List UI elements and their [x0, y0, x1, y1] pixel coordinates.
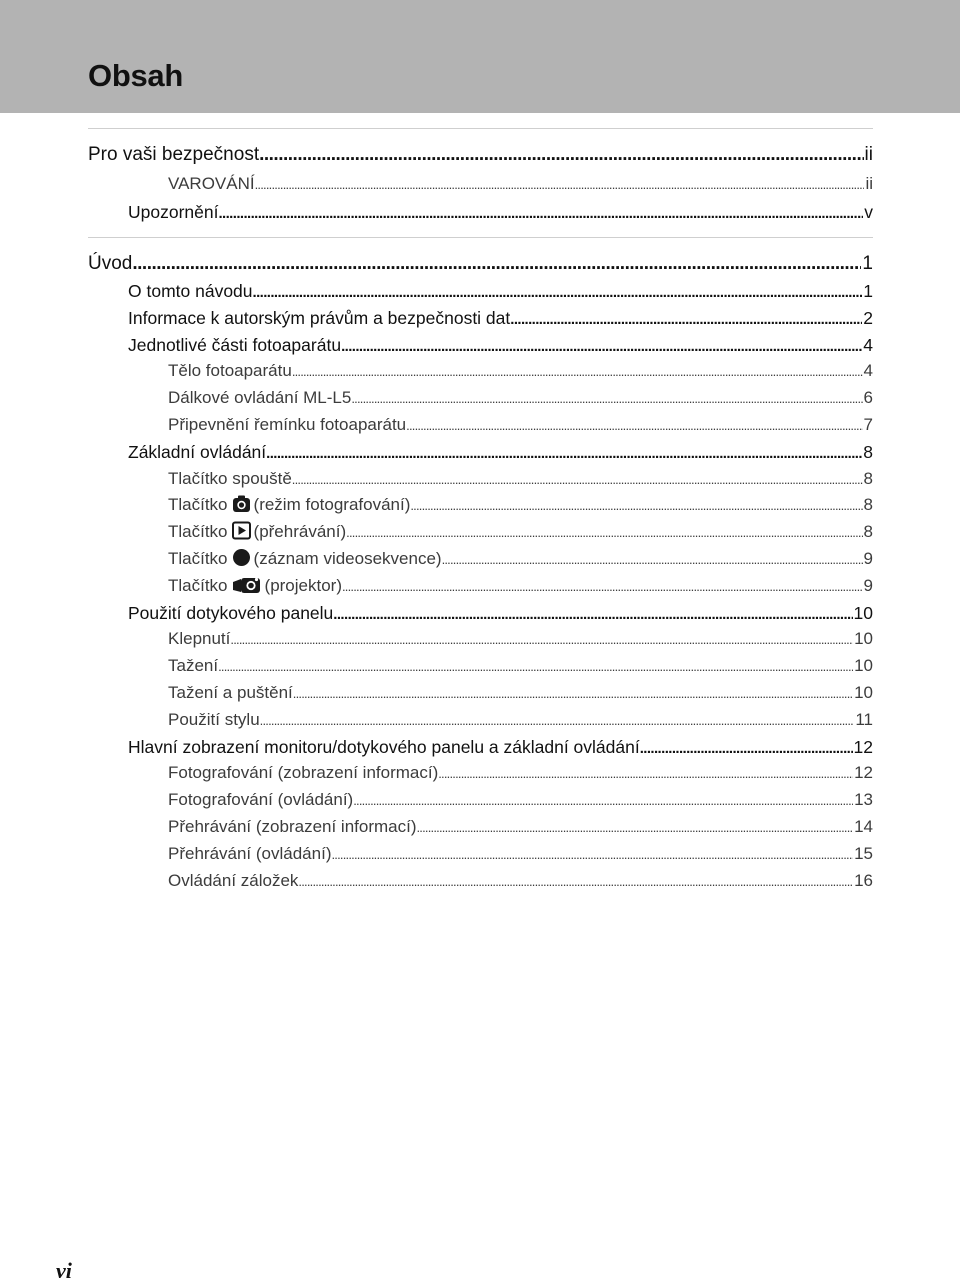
dot-leader — [253, 280, 863, 307]
toc-page-number: ii — [865, 173, 873, 193]
toc-entry-label: Přehrávání (zobrazení informací) — [168, 816, 417, 836]
toc-page-number: 8 — [863, 441, 873, 462]
toc-entry[interactable] — [88, 841, 873, 868]
toc-entry-label: Klepnutí — [168, 629, 231, 649]
toc-page-number: 4 — [863, 334, 873, 355]
toc-entry-label: Jednotlivé části fotoaparátu — [128, 334, 342, 355]
toc-entry-label: Ovládání záložek — [168, 870, 299, 890]
toc-entry[interactable] — [88, 278, 873, 305]
dot-leader — [230, 627, 853, 654]
toc-page-number: 10 — [853, 602, 873, 623]
page-title: Obsah — [88, 58, 183, 93]
dot-leader — [293, 681, 853, 708]
toc-entry-label — [168, 519, 346, 549]
toc-entry-label: Tělo fotoaparátu — [168, 361, 292, 381]
toc-entry[interactable] — [88, 519, 873, 546]
toc-entry-label: Upozornění — [128, 202, 219, 222]
toc-entry[interactable] — [88, 466, 873, 493]
toc-entry[interactable] — [88, 140, 873, 170]
toc-entry-label: Pro vaši bezpečnost — [88, 144, 260, 165]
dot-leader — [331, 842, 853, 869]
toc-entry[interactable] — [88, 600, 873, 627]
toc-entry[interactable] — [88, 385, 873, 412]
toc-label-prefix: Tlačítko — [168, 548, 228, 568]
dot-leader — [218, 200, 863, 229]
dot-leader — [298, 869, 853, 896]
dot-leader — [410, 493, 862, 520]
table-of-contents — [88, 128, 873, 894]
toc-label-prefix: Tlačítko — [168, 575, 228, 595]
toc-page-number: 1 — [863, 281, 873, 301]
dot-leader — [260, 708, 855, 735]
toc-entry[interactable] — [88, 332, 873, 359]
toc-page-number: 8 — [863, 522, 873, 542]
toc-page-number: 16 — [854, 870, 873, 890]
toc-entry[interactable] — [88, 170, 873, 199]
toc-page-number: 12 — [854, 763, 873, 783]
toc-entry-label — [168, 573, 342, 603]
dot-leader — [266, 441, 862, 468]
toc-page-number: 13 — [854, 790, 873, 810]
toc-entry[interactable] — [88, 707, 873, 734]
playback-icon — [232, 521, 251, 549]
toc-label-suffix: (přehrávání) — [253, 522, 347, 542]
toc-entry-label: Základní ovládání — [128, 441, 267, 462]
dot-leader — [259, 140, 863, 170]
toc-page-number: 14 — [854, 816, 873, 836]
toc-entry-label — [168, 492, 410, 522]
toc-page-number: 8 — [863, 495, 873, 515]
toc-entry-label — [168, 546, 442, 576]
toc-entry[interactable] — [88, 546, 873, 573]
dot-leader — [510, 307, 862, 334]
toc-label-suffix: (záznam videosekvence) — [253, 548, 442, 568]
toc-page-number: 7 — [863, 414, 873, 434]
toc-entry[interactable] — [88, 198, 873, 227]
toc-section-safety — [88, 129, 873, 237]
toc-label-suffix: (režim fotografování) — [253, 495, 411, 515]
header-band — [0, 0, 960, 113]
toc-label-suffix: (projektor) — [264, 575, 342, 595]
toc-entry[interactable] — [88, 412, 873, 439]
dot-leader — [218, 654, 853, 681]
dot-leader — [406, 413, 862, 440]
toc-page-number: 6 — [863, 388, 873, 408]
dot-leader — [292, 467, 863, 494]
toc-entry-label: O tomto návodu — [128, 281, 253, 301]
dot-leader — [341, 334, 862, 361]
toc-entry-label: Tažení — [168, 656, 219, 676]
toc-entry-label: VAROVÁNÍ — [168, 173, 255, 193]
toc-entry-label: Tažení a puštění — [168, 682, 293, 702]
toc-page-number: 2 — [863, 307, 873, 328]
toc-entry[interactable] — [88, 814, 873, 841]
dot-leader — [292, 359, 863, 386]
toc-entry[interactable] — [88, 868, 873, 895]
toc-entry[interactable] — [88, 787, 873, 814]
toc-entry[interactable] — [88, 626, 873, 653]
toc-page-number: 1 — [862, 252, 873, 274]
toc-entry[interactable] — [88, 439, 873, 466]
toc-entry[interactable] — [88, 358, 873, 385]
toc-page-number: 10 — [854, 682, 873, 702]
toc-page-number: v — [864, 202, 873, 222]
dot-leader — [346, 520, 862, 547]
dot-leader — [417, 815, 854, 842]
toc-entry[interactable] — [88, 249, 873, 279]
toc-label-prefix: Tlačítko — [168, 522, 228, 542]
toc-entry-label: Použití stylu — [168, 709, 260, 729]
dot-leader — [353, 788, 853, 815]
camera-icon — [232, 494, 251, 522]
toc-entry-label: Informace k autorským právům a bezpečnosti dat — [128, 307, 511, 328]
dot-leader — [351, 386, 862, 413]
toc-page-number: 12 — [853, 736, 873, 757]
toc-entry[interactable] — [88, 680, 873, 707]
toc-entry-label: Přehrávání (ovládání) — [168, 843, 332, 863]
toc-page-number: 9 — [863, 575, 873, 595]
toc-entry[interactable] — [88, 573, 873, 600]
toc-entry[interactable] — [88, 492, 873, 519]
toc-page-number: ii — [864, 144, 873, 165]
dot-leader — [342, 574, 863, 601]
toc-page-number: 11 — [855, 709, 873, 729]
toc-entry[interactable] — [88, 305, 873, 332]
toc-entry[interactable] — [88, 653, 873, 680]
toc-entry[interactable] — [88, 760, 873, 787]
record-dot-icon — [232, 548, 251, 576]
toc-entry-label: Dálkové ovládání ML-L5 — [168, 388, 352, 408]
dot-leader — [132, 249, 861, 279]
toc-entry[interactable] — [88, 734, 873, 761]
toc-page-number: 10 — [854, 629, 873, 649]
page-number: vi — [56, 1258, 72, 1283]
toc-section-intro — [88, 238, 873, 895]
toc-page-number: 4 — [863, 361, 873, 381]
toc-page-number: 15 — [854, 843, 873, 863]
toc-entry-label: Úvod — [88, 252, 133, 274]
dot-leader — [255, 171, 865, 200]
toc-entry-label: Tlačítko spouště — [168, 468, 292, 488]
toc-entry-label: Použití dotykového panelu — [128, 602, 334, 623]
toc-entry-label: Připevnění řemínku fotoaparátu — [168, 414, 407, 434]
dot-leader — [438, 761, 853, 788]
toc-entry-label: Fotografování (zobrazení informací) — [168, 763, 439, 783]
projector-icon — [232, 575, 262, 603]
dot-leader — [640, 736, 853, 763]
toc-entry-label: Fotografování (ovládání) — [168, 790, 354, 810]
toc-page-number: 9 — [863, 548, 873, 568]
dot-leader — [333, 602, 852, 629]
toc-label-prefix: Tlačítko — [168, 495, 228, 515]
toc-entry-label: Hlavní zobrazení monitoru/dotykového panelu a základní ovládání — [128, 736, 640, 757]
toc-page-number: 8 — [863, 468, 873, 488]
dot-leader — [442, 547, 863, 574]
toc-page-number: 10 — [854, 656, 873, 676]
